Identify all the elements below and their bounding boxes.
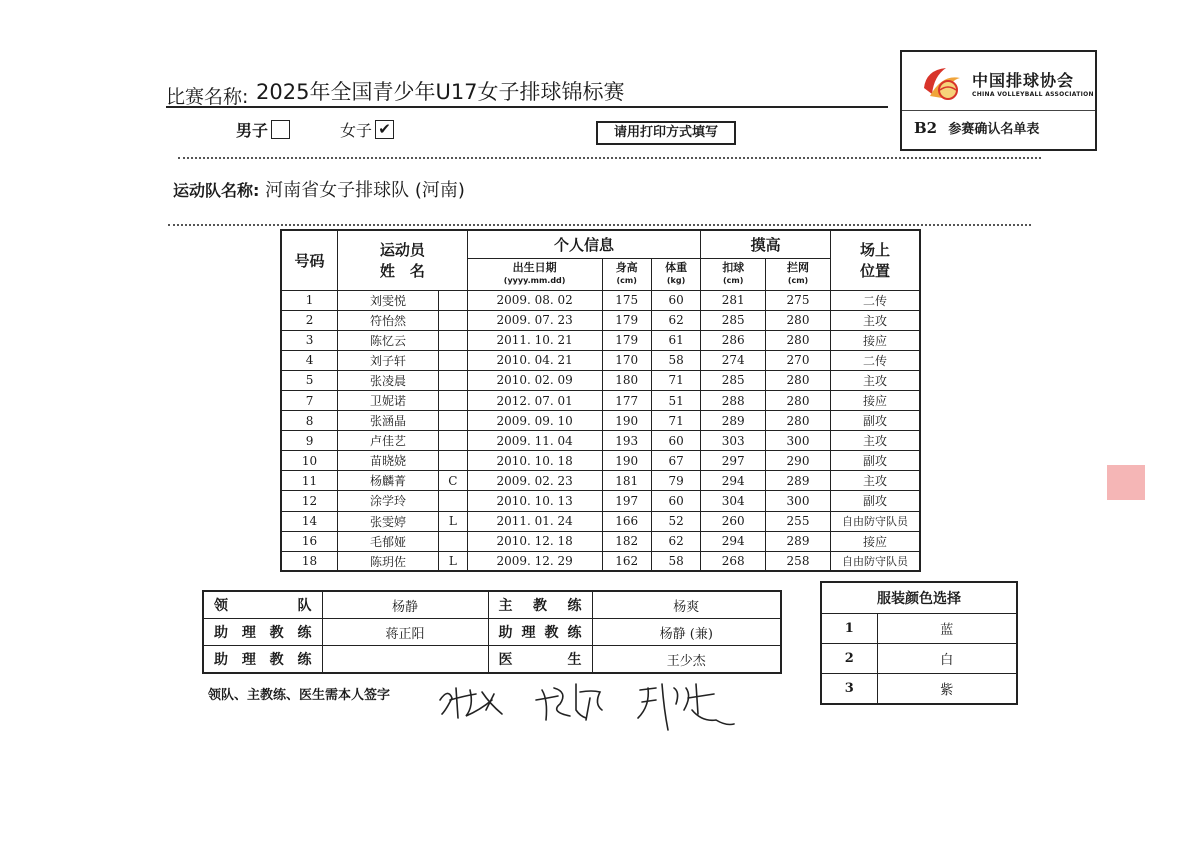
signature-yang-jing <box>536 684 602 720</box>
player-spike-reach: 281 <box>701 290 766 310</box>
spike-header <box>701 258 766 290</box>
player-number: 5 <box>281 370 338 390</box>
association-name: 中国排球协会 <box>972 71 1075 90</box>
assistant-coach-label: 助理教练 <box>488 619 592 646</box>
player-spike-reach: 289 <box>701 411 766 431</box>
player-spike-reach: 285 <box>701 370 766 390</box>
player-birth-date: 2010. 12. 18 <box>467 531 602 551</box>
player-block-reach: 280 <box>766 370 831 390</box>
female-option <box>340 118 394 141</box>
form-code-line <box>914 118 1039 137</box>
player-weight: 60 <box>651 491 700 511</box>
competition-title-row <box>166 72 888 108</box>
page-tab-marker <box>1107 465 1145 500</box>
height-header-label: 身高 <box>615 261 638 274</box>
player-number: 1 <box>281 290 338 310</box>
form-title: 参赛确认名单表 <box>948 122 1040 137</box>
color-number: 2 <box>821 644 877 674</box>
player-block-reach: 280 <box>766 390 831 410</box>
player-number: 18 <box>281 551 338 571</box>
player-role <box>438 330 467 350</box>
head-coach-name: 杨爽 <box>592 591 781 619</box>
player-name: 刘子轩 <box>338 350 439 370</box>
roster-row <box>281 310 920 330</box>
athlete-header <box>338 230 468 290</box>
player-birth-date: 2010. 10. 13 <box>467 491 602 511</box>
player-height: 179 <box>602 330 651 350</box>
player-weight: 58 <box>651 551 700 571</box>
player-weight: 52 <box>651 511 700 531</box>
player-name: 张雯婷 <box>338 511 439 531</box>
color-name: 蓝 <box>877 614 1017 644</box>
player-birth-date: 2010. 04. 21 <box>467 350 602 370</box>
roster-row <box>281 431 920 451</box>
player-name: 张涵晶 <box>338 411 439 431</box>
roster-row <box>281 491 920 511</box>
player-number: 12 <box>281 491 338 511</box>
player-spike-reach: 304 <box>701 491 766 511</box>
player-block-reach: 258 <box>766 551 831 571</box>
player-spike-reach: 297 <box>701 451 766 471</box>
assistant-coach-name: 蒋正阳 <box>322 619 488 646</box>
player-birth-date: 2009. 09. 10 <box>467 411 602 431</box>
player-name: 毛郁娅 <box>338 531 439 551</box>
player-name: 陈忆云 <box>338 330 439 350</box>
roster-row <box>281 370 920 390</box>
player-number: 2 <box>281 310 338 330</box>
player-role: L <box>438 551 467 571</box>
player-number: 14 <box>281 511 338 531</box>
player-number: 7 <box>281 390 338 410</box>
female-label: 女子 <box>340 121 373 140</box>
handwritten-signatures <box>430 670 760 740</box>
player-weight: 79 <box>651 471 700 491</box>
uniform-color-row <box>821 614 1017 644</box>
player-height: 177 <box>602 390 651 410</box>
player-role <box>438 411 467 431</box>
association-logo-box <box>900 50 1097 151</box>
competition-name-label: 比赛名称: <box>166 86 249 108</box>
weight-header-label: 体重 <box>665 261 688 274</box>
player-weight: 60 <box>651 290 700 310</box>
roster-table <box>280 229 921 572</box>
player-weight: 71 <box>651 370 700 390</box>
player-number: 3 <box>281 330 338 350</box>
player-block-reach: 255 <box>766 511 831 531</box>
head-coach-label: 主教练 <box>488 591 592 619</box>
player-block-reach: 300 <box>766 491 831 511</box>
player-number: 8 <box>281 411 338 431</box>
birth-header-label: 出生日期 <box>512 261 557 274</box>
team-row <box>173 176 465 202</box>
officials-row <box>203 591 781 619</box>
dotted-divider <box>168 224 1031 226</box>
player-position: 二传 <box>830 350 920 370</box>
player-role <box>438 531 467 551</box>
player-spike-reach: 294 <box>701 471 766 491</box>
roster-row <box>281 511 920 531</box>
player-block-reach: 289 <box>766 531 831 551</box>
color-number: 3 <box>821 674 877 705</box>
player-weight: 62 <box>651 531 700 551</box>
leader-label: 领队 <box>203 591 322 619</box>
height-header-unit: (cm) <box>616 276 637 285</box>
player-weight: 58 <box>651 350 700 370</box>
player-position: 自由防守队员 <box>830 511 920 531</box>
player-birth-date: 2010. 10. 18 <box>467 451 602 471</box>
player-height: 166 <box>602 511 651 531</box>
player-height: 190 <box>602 451 651 471</box>
signature-wang-shaojie <box>638 684 734 730</box>
player-role <box>438 370 467 390</box>
athlete-header-line1: 运动员 <box>379 241 425 260</box>
male-checkbox <box>271 120 290 139</box>
player-weight: 67 <box>651 451 700 471</box>
player-birth-date: 2009. 07. 23 <box>467 310 602 330</box>
print-note: 请用打印方式填写 <box>596 121 736 145</box>
player-role: C <box>438 471 467 491</box>
player-position: 副攻 <box>830 491 920 511</box>
signature-note: 领队、主教练、医生需本人签字 <box>208 688 391 703</box>
player-block-reach: 289 <box>766 471 831 491</box>
player-birth-date: 2012. 07. 01 <box>467 390 602 410</box>
player-height: 175 <box>602 290 651 310</box>
officials-row <box>203 619 781 646</box>
spike-header-unit: (cm) <box>722 276 744 285</box>
player-spike-reach: 274 <box>701 350 766 370</box>
player-role <box>438 431 467 451</box>
position-header-line2: 位置 <box>859 262 890 281</box>
logo-area <box>902 52 1095 111</box>
leader-name: 杨静 <box>322 591 488 619</box>
player-height: 170 <box>602 350 651 370</box>
player-position: 主攻 <box>830 310 920 330</box>
player-spike-reach: 288 <box>701 390 766 410</box>
roster-row <box>281 390 920 410</box>
player-name: 苗晓娆 <box>338 451 439 471</box>
player-birth-date: 2009. 02. 23 <box>467 471 602 491</box>
assistant-coach-name: 杨静 (兼) <box>592 619 781 646</box>
player-role <box>438 451 467 471</box>
position-header <box>830 230 920 290</box>
doctor-name: 王少杰 <box>592 646 781 674</box>
roster-row <box>281 531 920 551</box>
uniform-color-title: 服装颜色选择 <box>821 582 1017 614</box>
player-block-reach: 290 <box>766 451 831 471</box>
player-height: 180 <box>602 370 651 390</box>
player-position: 副攻 <box>830 451 920 471</box>
spike-header-label: 扣球 <box>722 261 745 274</box>
player-height: 162 <box>602 551 651 571</box>
reach-header: 摸高 <box>701 230 831 258</box>
signature-yang-shuang <box>440 688 502 718</box>
form-code: B2 <box>914 119 938 137</box>
personal-info-header: 个人信息 <box>467 230 701 258</box>
player-weight: 61 <box>651 330 700 350</box>
dotted-divider <box>178 157 1041 159</box>
player-height: 182 <box>602 531 651 551</box>
block-header-label: 拦网 <box>787 261 809 274</box>
player-role: L <box>438 511 467 531</box>
height-header <box>602 258 651 290</box>
player-height: 197 <box>602 491 651 511</box>
assistant-coach-label: 助理教练 <box>203 619 322 646</box>
birth-header <box>467 258 602 290</box>
birth-header-unit: (yyyy.mm.dd) <box>503 276 566 285</box>
player-name: 杨麟菁 <box>338 471 439 491</box>
player-height: 193 <box>602 431 651 451</box>
player-birth-date: 2010. 02. 09 <box>467 370 602 390</box>
player-block-reach: 280 <box>766 310 831 330</box>
player-spike-reach: 303 <box>701 431 766 451</box>
player-block-reach: 270 <box>766 350 831 370</box>
team-name-label: 运动队名称: <box>173 181 260 200</box>
player-position: 接应 <box>830 330 920 350</box>
player-name: 陈玥佐 <box>338 551 439 571</box>
officials-row <box>203 646 781 674</box>
association-english-name: CHINA VOLLEYBALL ASSOCIATION <box>972 91 1094 98</box>
player-height: 190 <box>602 411 651 431</box>
color-name: 紫 <box>877 674 1017 705</box>
uniform-color-row <box>821 644 1017 674</box>
player-name: 卢佳艺 <box>338 431 439 451</box>
player-spike-reach: 286 <box>701 330 766 350</box>
player-number: 9 <box>281 431 338 451</box>
athlete-header-line2: 姓 名 <box>379 262 425 281</box>
player-name: 涂学玲 <box>338 491 439 511</box>
player-spike-reach: 294 <box>701 531 766 551</box>
player-height: 179 <box>602 310 651 330</box>
player-position: 接应 <box>830 390 920 410</box>
team-name: 河南省女子排球队 (河南) <box>265 180 465 201</box>
roster-row <box>281 471 920 491</box>
player-position: 副攻 <box>830 411 920 431</box>
player-height: 181 <box>602 471 651 491</box>
player-role <box>438 290 467 310</box>
player-spike-reach: 260 <box>701 511 766 531</box>
player-position: 主攻 <box>830 431 920 451</box>
assistant-coach-name <box>322 646 488 674</box>
player-block-reach: 280 <box>766 330 831 350</box>
player-birth-date: 2011. 10. 21 <box>467 330 602 350</box>
roster-row <box>281 330 920 350</box>
player-position: 二传 <box>830 290 920 310</box>
player-birth-date: 2009. 12. 29 <box>467 551 602 571</box>
player-number: 16 <box>281 531 338 551</box>
male-label: 男子 <box>236 121 269 140</box>
position-header-line1: 场上 <box>859 241 890 260</box>
volleyball-logo-icon <box>920 64 964 104</box>
block-header <box>766 258 831 290</box>
player-birth-date: 2009. 11. 04 <box>467 431 602 451</box>
player-block-reach: 280 <box>766 411 831 431</box>
player-weight: 62 <box>651 310 700 330</box>
player-role <box>438 390 467 410</box>
player-position: 主攻 <box>830 370 920 390</box>
roster-row <box>281 411 920 431</box>
player-block-reach: 275 <box>766 290 831 310</box>
roster-row <box>281 551 920 571</box>
player-position: 主攻 <box>830 471 920 491</box>
officials-table <box>202 590 782 674</box>
male-option <box>236 118 290 141</box>
player-birth-date: 2009. 08. 02 <box>467 290 602 310</box>
player-name: 张凌晨 <box>338 370 439 390</box>
player-role <box>438 491 467 511</box>
player-weight: 51 <box>651 390 700 410</box>
female-checkbox: ✔ <box>375 120 394 139</box>
player-role <box>438 310 467 330</box>
assistant-coach-label: 助理教练 <box>203 646 322 674</box>
doctor-label: 医生 <box>488 646 592 674</box>
player-weight: 60 <box>651 431 700 451</box>
roster-row <box>281 451 920 471</box>
number-header: 号码 <box>281 230 338 290</box>
player-number: 4 <box>281 350 338 370</box>
player-number: 11 <box>281 471 338 491</box>
player-position: 自由防守队员 <box>830 551 920 571</box>
player-weight: 71 <box>651 411 700 431</box>
color-number: 1 <box>821 614 877 644</box>
player-name: 刘雯悦 <box>338 290 439 310</box>
color-name: 白 <box>877 644 1017 674</box>
weight-header <box>651 258 700 290</box>
player-name: 符怡然 <box>338 310 439 330</box>
uniform-color-row <box>821 674 1017 705</box>
player-name: 卫妮诺 <box>338 390 439 410</box>
roster-body <box>281 290 920 571</box>
player-spike-reach: 285 <box>701 310 766 330</box>
uniform-color-table <box>820 581 1018 705</box>
player-number: 10 <box>281 451 338 471</box>
competition-name: 2025年全国青少年U17女子排球锦标赛 <box>256 80 625 104</box>
player-position: 接应 <box>830 531 920 551</box>
player-role <box>438 350 467 370</box>
weight-header-unit: (kg) <box>666 276 686 285</box>
player-spike-reach: 268 <box>701 551 766 571</box>
roster-row <box>281 290 920 310</box>
block-header-unit: (cm) <box>787 276 809 285</box>
player-block-reach: 300 <box>766 431 831 451</box>
player-birth-date: 2011. 01. 24 <box>467 511 602 531</box>
roster-row <box>281 350 920 370</box>
